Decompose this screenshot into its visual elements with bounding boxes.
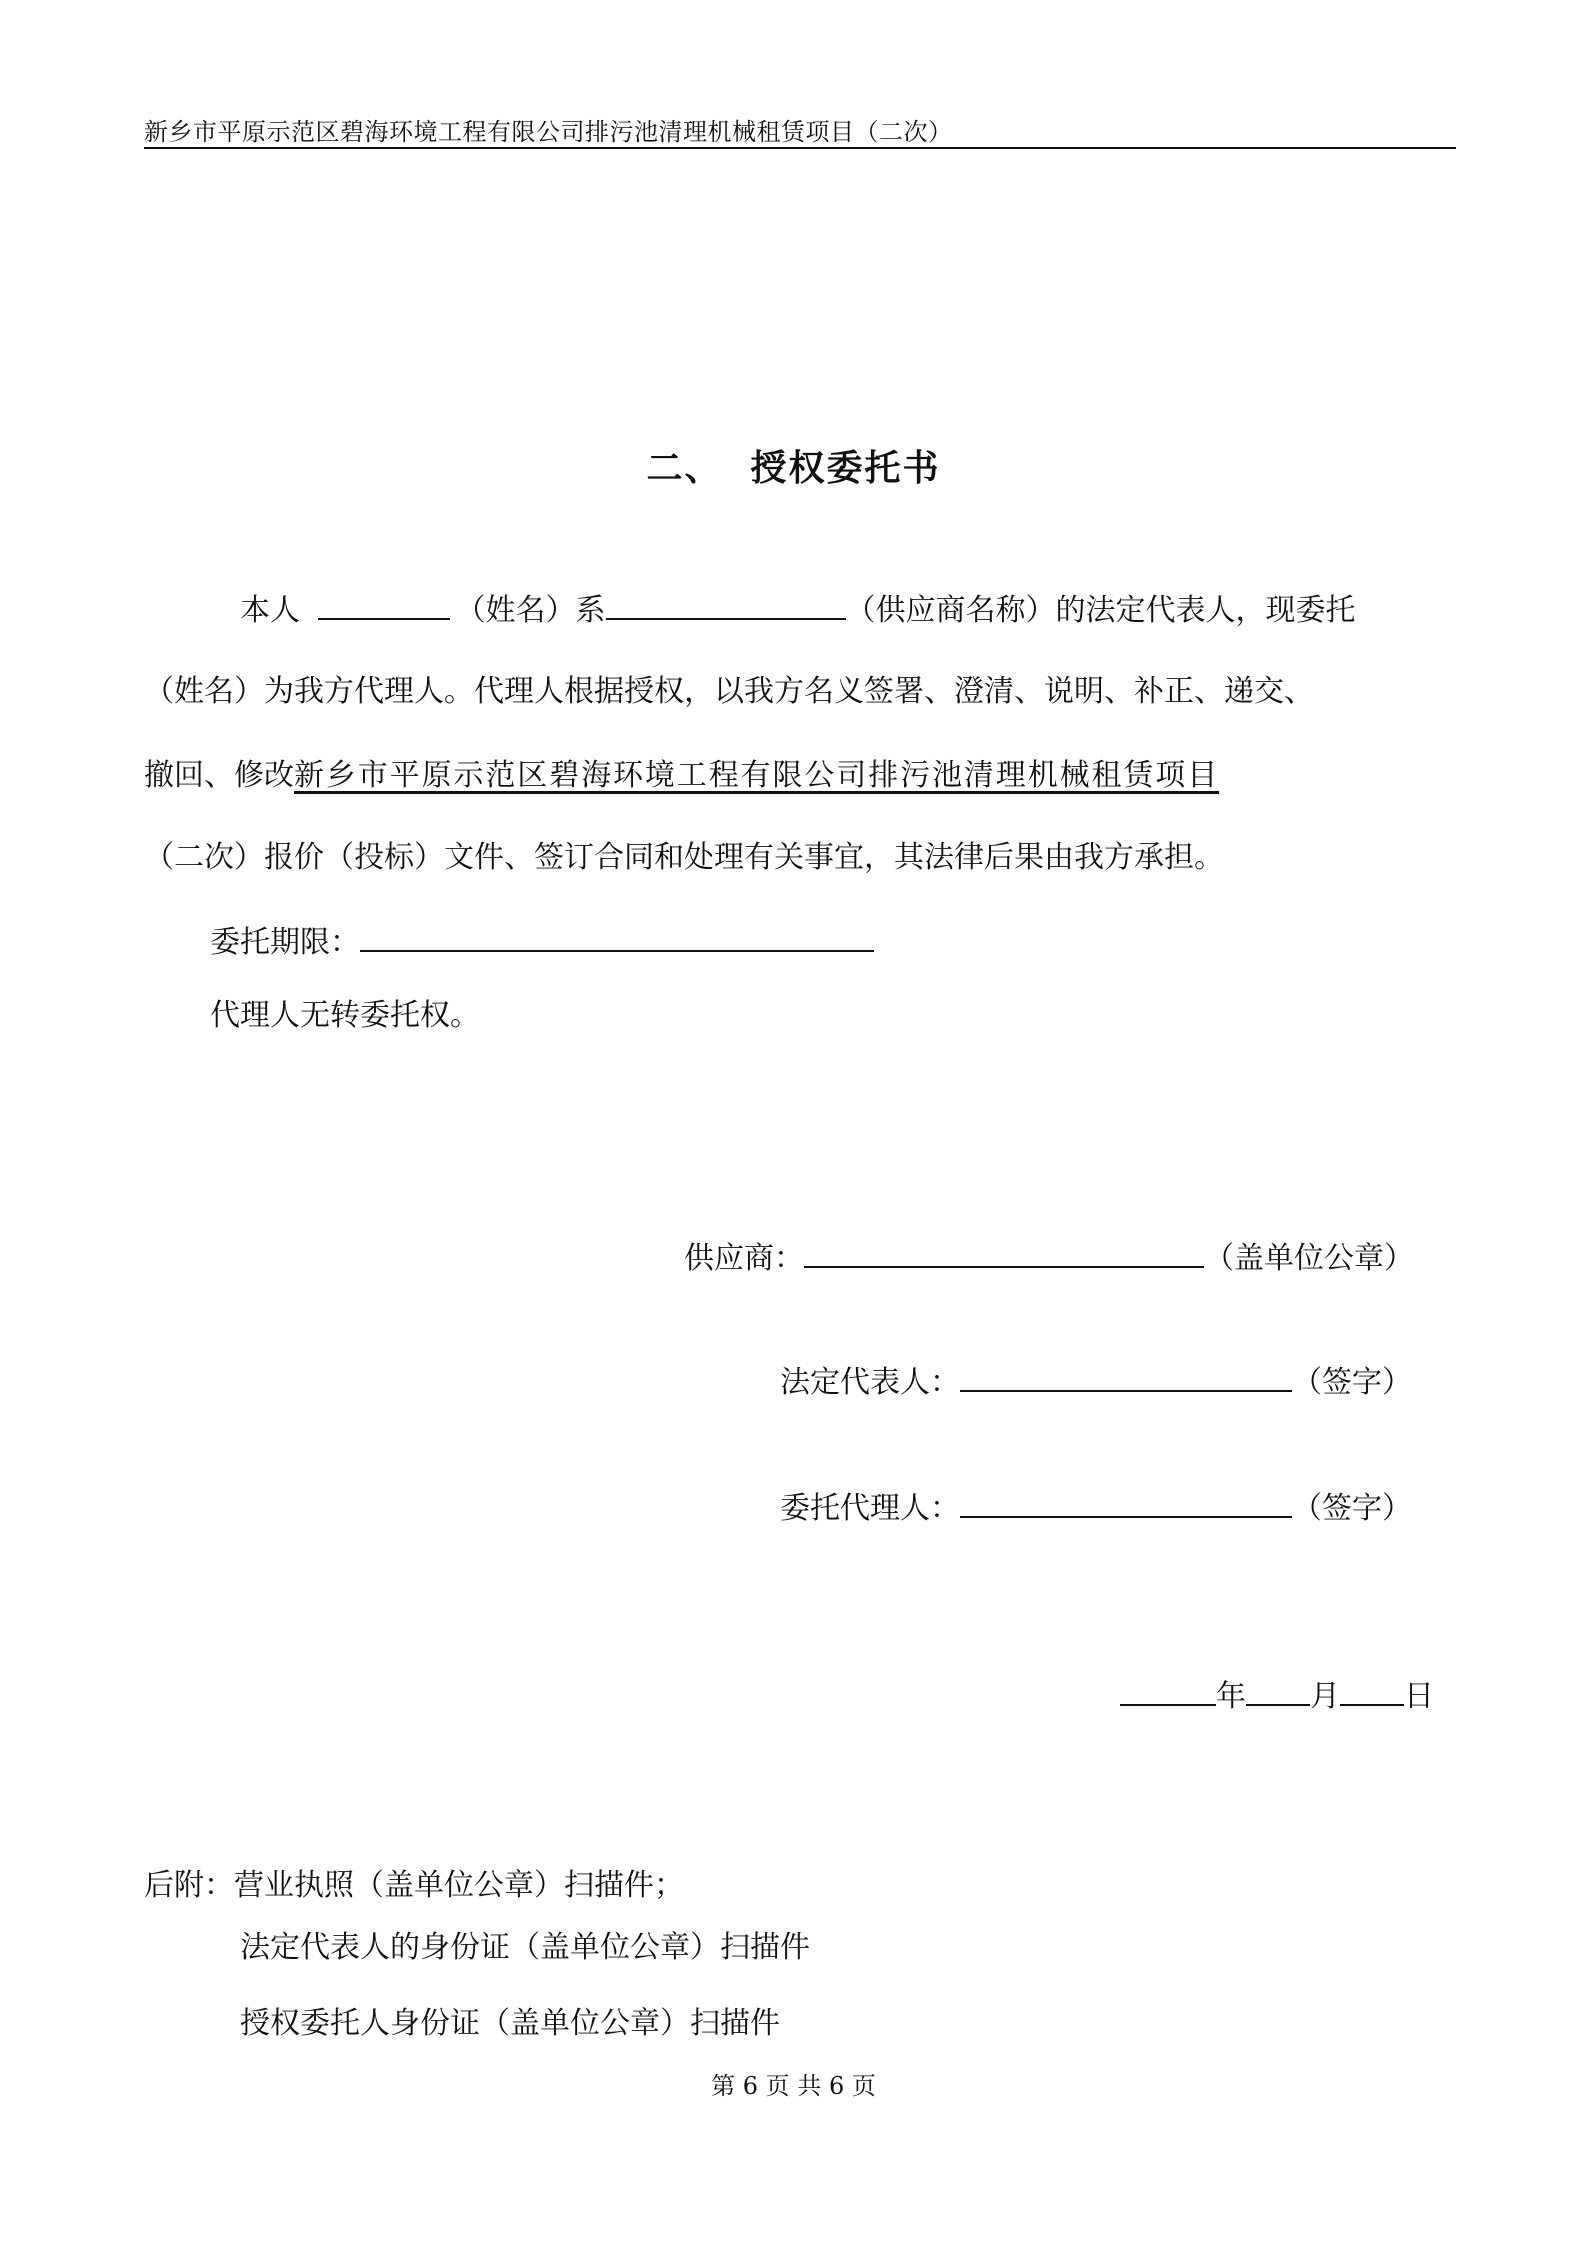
agent-row <box>780 1488 1412 1529</box>
body-line-3 <box>144 756 1219 796</box>
year-blank[interactable] <box>1120 1676 1216 1706</box>
attachment-item-3: 授权委托人身份证（盖单位公章）扫描件 <box>240 2006 780 2041</box>
supplier-name-blank[interactable] <box>606 590 846 620</box>
month-label: 月 <box>1310 1679 1340 1714</box>
name-blank[interactable] <box>318 590 450 620</box>
attachments-row-1 <box>144 1866 684 1906</box>
legal-rep-row <box>780 1362 1412 1403</box>
supplier-row <box>684 1238 1414 1279</box>
text-name-system: （姓名）系 <box>455 593 606 628</box>
text-ben-ren: 本人 <box>240 593 300 628</box>
text-legal-rep: （供应商名称）的法定代表人，现委托 <box>845 593 1356 628</box>
text-revoke-modify: 撤回、修改 <box>144 758 294 793</box>
supplier-label: 供应商： <box>684 1241 804 1276</box>
no-subdelegate-text: 代理人无转委托权。 <box>210 998 480 1033</box>
agent-blank[interactable] <box>960 1488 1292 1518</box>
date-row <box>1120 1676 1434 1717</box>
legal-rep-blank[interactable] <box>960 1362 1292 1392</box>
running-header: 新乡市平原示范区碧海环境工程有限公司排污池清理机械租赁项目（二次） <box>144 118 953 146</box>
body-line-1 <box>240 590 1356 631</box>
attachment-item-1: 营业执照（盖单位公章）扫描件； <box>234 1868 684 1903</box>
day-label: 日 <box>1404 1679 1434 1714</box>
header-rule <box>144 147 1456 149</box>
legal-rep-note: （签字） <box>1292 1365 1412 1400</box>
attachments-label: 后附： <box>144 1868 234 1903</box>
day-blank[interactable] <box>1340 1676 1404 1706</box>
project-name-underlined: 新乡市平原示范区碧海环境工程有限公司排污池清理机械租赁项目 <box>294 758 1220 793</box>
agent-label: 委托代理人： <box>780 1491 960 1526</box>
supplier-note: （盖单位公章） <box>1204 1241 1414 1276</box>
body-line-4: （二次）报价（投标）文件、签订合同和处理有关事宜，其法律后果由我方承担。 <box>144 840 1224 875</box>
page-title <box>0 440 1587 491</box>
section-number: 二、 <box>646 447 723 489</box>
term-label: 委托期限： <box>210 925 360 960</box>
attachment-item-2: 法定代表人的身份证（盖单位公章）扫描件 <box>240 1930 810 1965</box>
term-row <box>210 922 874 963</box>
supplier-blank[interactable] <box>804 1238 1204 1268</box>
legal-rep-label: 法定代表人： <box>780 1365 960 1400</box>
agent-note: （签字） <box>1292 1491 1412 1526</box>
page-number: 第 6 页 共 6 页 <box>711 2072 876 2100</box>
body-line-2: （姓名）为我方代理人。代理人根据授权，以我方名义签署、澄清、说明、补正、递交、 <box>144 674 1314 709</box>
year-label: 年 <box>1216 1679 1246 1714</box>
term-blank[interactable] <box>360 922 874 952</box>
title-text: 授权委托书 <box>750 447 941 489</box>
month-blank[interactable] <box>1246 1676 1310 1706</box>
